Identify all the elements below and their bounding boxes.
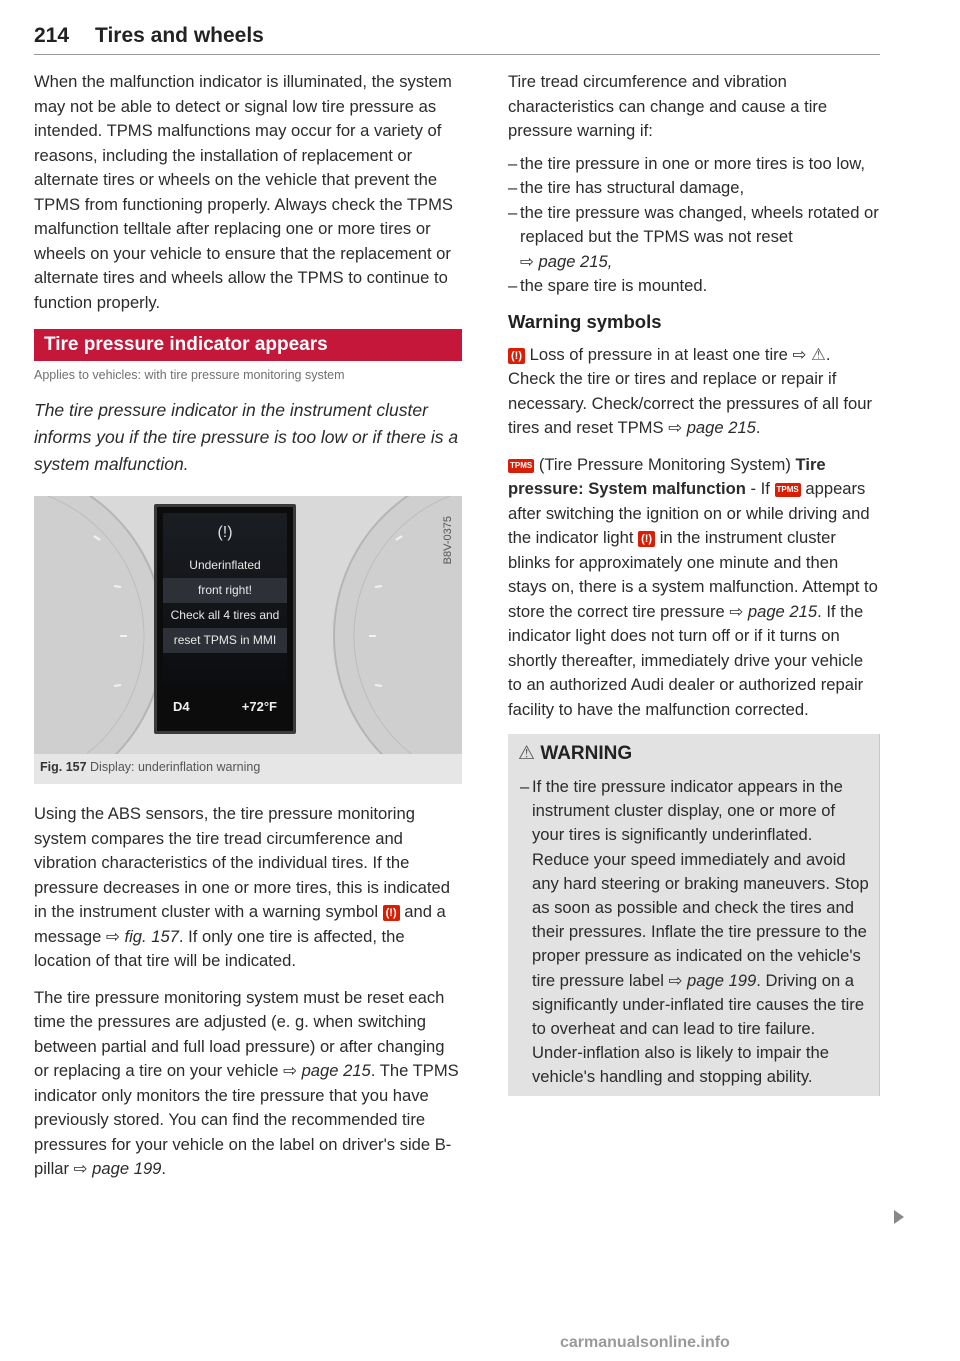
cluster-image: [34, 496, 462, 754]
ws1-text-1: Loss of pressure in at least one tire ⇨: [529, 344, 807, 364]
screen-line-2: front right!: [163, 578, 287, 603]
warning-body: [508, 775, 879, 1090]
right-intro: Tire tread circumference and vibration characteristics can change and cause a tire pressure warning if:: [508, 72, 828, 140]
section-banner: Tire pressure indicator appears: [34, 329, 462, 361]
page-215-link[interactable]: ⇨ page 215: [668, 418, 756, 437]
figure-code: B8V-0375: [442, 516, 454, 565]
warning-text-2: . Driving on a significantly under-inflated tire causes the tire to overheat and can lead to tire failure. Under-inflation also is likely to impair the vehicle's handling and stopping ability.: [532, 970, 865, 1087]
figure-caption: [40, 760, 260, 774]
warning-symbols-heading: Warning symbols: [508, 310, 662, 332]
page-215-link[interactable]: ⇨ page 215: [283, 1061, 371, 1080]
ws2-bold: Tire pressure: System malfunction: [508, 454, 826, 498]
loss-of-pressure-paragraph: [508, 343, 880, 441]
page-215-link[interactable]: ⇨ page 215: [729, 601, 818, 621]
intro-paragraph: When the malfunction indicator is illuminated, the system may not be able to detect or signal low tire pressure as intended. TPMS malfunctions may occur for a variety of reasons, including the installation of replacement or alternate tires or wheels on the vehicle that prevent the TPMS from functioning properly. Always check the TPMS malfunction telltale after replacing one or more tires or wheels on your vehicle to ensure that the replacement or alternate tires and wheels allow the TPMS to continue to function properly.: [34, 72, 453, 312]
figure-label: Fig. 157: [40, 760, 87, 774]
tire-pressure-warning-icon: (!): [638, 531, 655, 547]
ws1-text-3: .: [755, 418, 761, 437]
abs-paragraph: [34, 802, 462, 974]
list-item: – the tire has structural damage,: [508, 176, 880, 201]
warning-box: [508, 734, 880, 1096]
page-215-link[interactable]: ⇨ page 215,: [520, 251, 613, 271]
figure-caption-text: Display: underinflation warning: [90, 760, 261, 774]
display-screen: [163, 513, 287, 685]
temperature-readout: +72°F: [241, 698, 277, 714]
reset-text-2: . The TPMS indicator only monitors the tire pressure that you have previously stored. You can find the recommended tire pressures for your vehicle on the label on driver's side B-pillar: [34, 1061, 459, 1178]
next-page-arrow-icon: [894, 1210, 904, 1224]
page-199-link[interactable]: ⇨ page 199: [668, 970, 757, 990]
warning-list: [520, 775, 879, 1090]
section-title: Tires and wheels: [95, 24, 264, 47]
watermark: carmanualsonline.info: [560, 1334, 730, 1351]
reset-paragraph: [34, 986, 462, 1182]
ws1-text-2: . Check the tire or tires and replace or repair if necessary. Check/correct the pressures of all four tires and reset TPMS: [508, 344, 872, 437]
tpms-icon: TPMS: [775, 483, 801, 497]
warning-text-1: If the tire pressure indicator appears in the instrument cluster display, one or more of your tires is significantly underinflated. Reduce your speed immediately and avoid any hard steering or braking maneuvers. Stop as soon as possible and check the tires and their pressures. Inflate the tire pressure to the proper pressure as indicated on the vehicle's tire pressure label: [532, 777, 869, 990]
ws2-text-3: appears after switching the ignition on or while driving and the indicator light: [508, 479, 870, 547]
display-status-bar: [163, 689, 287, 723]
list-item: – the tire pressure in one or more tires is too low,: [508, 152, 880, 177]
figure-157: [34, 496, 462, 784]
tpms-icon: TPMS: [508, 459, 534, 473]
page-number: 214: [34, 24, 70, 47]
reset-text-3: .: [161, 1159, 167, 1178]
right-column: [508, 70, 880, 1096]
tire-pressure-warning-icon: (!): [383, 905, 400, 921]
lead-text: The tire pressure indicator in the instrument cluster informs you if the tire pressure is too low or if there is a system malfunction.: [34, 400, 459, 474]
ws2-text-1: (Tire Pressure Monitoring System): [538, 454, 791, 474]
screen-line-3: Check all 4 tires and: [170, 608, 280, 622]
gear-indicator: D4: [173, 698, 190, 714]
cluster-display: [154, 504, 296, 734]
screen-line-1: Underinflated: [189, 558, 261, 572]
fig-157-link[interactable]: ⇨ fig. 157: [105, 926, 179, 946]
list-item: [520, 775, 869, 1090]
reset-text-1: The tire pressure monitoring system must be reset each time the pressures are adjusted (e. g. when switching between partial and full load pressure) or after changing or replacing a tire on your vehicle: [34, 987, 445, 1080]
warning-causes-list: [508, 152, 880, 299]
ws2-text-4: in the instrument cluster blinks for approximately one minute and then stays on, there is a system malfunction. Attempt to store the correct tire pressure: [508, 528, 878, 621]
screen-line-4: reset TPMS in MMI: [163, 628, 287, 653]
warning-triangle-icon: ⚠: [518, 743, 536, 764]
ws2-text-2: - If: [750, 479, 770, 498]
tire-warning-icon: (!): [217, 524, 233, 541]
page-header: [34, 22, 880, 55]
tire-pressure-warning-icon: (!): [508, 348, 525, 364]
page-199-link[interactable]: ⇨ page 199: [73, 1159, 162, 1178]
warning-title: WARNING: [540, 743, 633, 764]
list-item: [508, 201, 880, 275]
abs-text-3: . If only one tire is affected, the location of that tire will be indicated.: [34, 926, 405, 970]
tpms-malfunction-paragraph: [508, 453, 880, 723]
applies-note: Applies to vehicles: with tire pressure monitoring system: [34, 368, 345, 382]
warning-heading: [508, 734, 879, 775]
abs-text-2: and a message: [34, 902, 446, 946]
ws2-text-5: . If the indicator light does not turn off or if it turns on shortly thereafter, immediately drive your vehicle to an authorized Audi dealer or authorized repair facility to have the malfunction corrected.: [508, 601, 864, 719]
list-item-text: the tire pressure was changed, wheels rotated or replaced but the TPMS was not reset: [520, 202, 879, 246]
left-column: [34, 70, 462, 1182]
warning-triangle-icon: ⚠: [811, 344, 826, 364]
list-item: – the spare tire is mounted.: [508, 274, 880, 299]
abs-text-1: Using the ABS sensors, the tire pressure monitoring system compares the tire tread circumference and vibration characteristics of the individual tires. If the pressure decreases in one or more tires, this is indicated in the instrument cluster with a warning symbol: [34, 804, 450, 921]
